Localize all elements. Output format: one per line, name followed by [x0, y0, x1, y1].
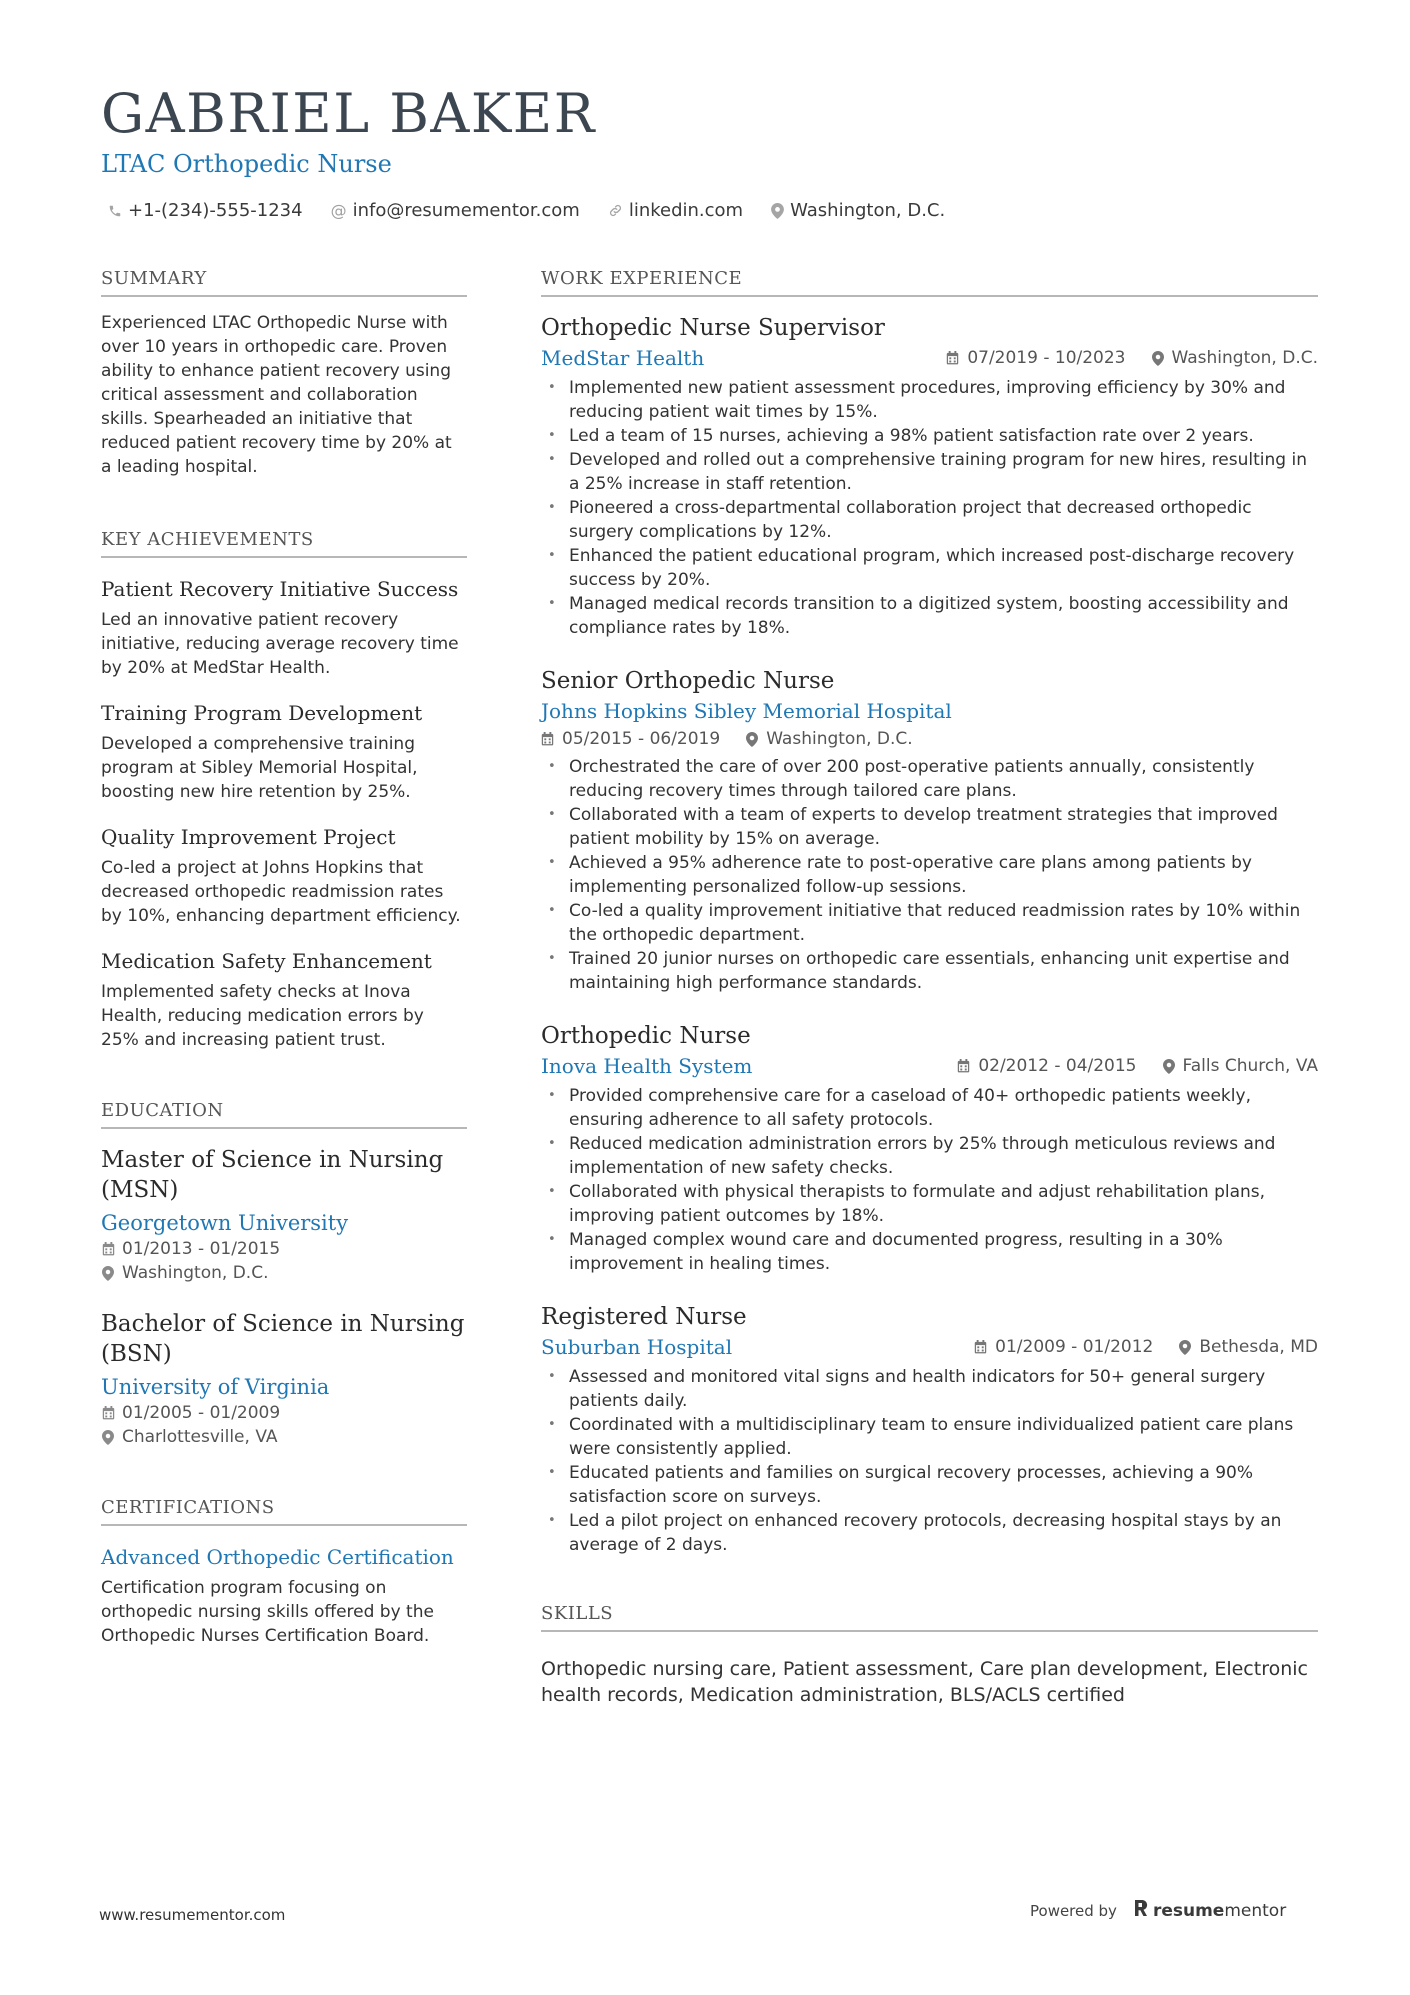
bullet-item: • Enhanced the patient educational program, which increased post-discharge recovery success by 20%. — [541, 544, 1318, 592]
location-text: Charlottesville, VA — [122, 1427, 278, 1447]
company-name: Johns Hopkins Sibley Memorial Hospital — [541, 699, 952, 723]
right-column — [541, 268, 1318, 1708]
brand-logo[interactable] — [1133, 1898, 1286, 1923]
phone-icon — [108, 204, 122, 218]
job-info-row — [541, 346, 1318, 370]
certification-text: Certification program focusing on orthopedic nursing skills offered by the Orthopedic Nurses Certification Board. — [101, 1578, 434, 1646]
contact-linkedin[interactable] — [608, 200, 743, 221]
contact-bar — [108, 200, 945, 221]
education-item — [101, 1309, 467, 1447]
company-name: Suburban Hospital — [541, 1335, 733, 1359]
calendar-icon — [101, 1406, 115, 1420]
certification-name: Advanced Orthopedic Certification — [101, 1545, 454, 1569]
job-info-row — [541, 1054, 1318, 1078]
school-name: University of Virginia — [101, 1375, 330, 1399]
job-dates — [957, 1056, 1136, 1076]
job-bullets — [541, 1365, 1318, 1557]
map-pin-icon — [1152, 351, 1164, 366]
bullet-item: • Educated patients and families on surgical recovery processes, achieving a 90% satisfaction score on surveys. — [541, 1461, 1318, 1509]
degree-title: Master of Science in Nursing (MSN) — [101, 1147, 444, 1203]
calendar-icon — [957, 1059, 970, 1073]
footer-website[interactable]: www.resumementor.com — [99, 1906, 286, 1924]
education-heading: EDUCATION — [101, 1100, 467, 1129]
achievement-text: Led an innovative patient recovery initiative, reducing average recovery time by 20% at MedStar Health. — [101, 610, 459, 678]
dates-text: 01/2009 - 01/2012 — [995, 1337, 1154, 1357]
job-bullets — [541, 1084, 1318, 1276]
job-entry — [541, 666, 1318, 995]
bullet-item: • Coordinated with a multidisciplinary team to ensure individualized patient care plans were consistently applied. — [541, 1413, 1318, 1461]
job-location — [1152, 348, 1318, 368]
dates-text: 05/2015 - 06/2019 — [562, 729, 721, 749]
contact-phone[interactable] — [108, 200, 303, 221]
location-text: Bethesda, MD — [1199, 1337, 1318, 1357]
bullet-item: • Developed and rolled out a comprehensive training program for new hires, resulting in a 25% increase in staff retention. — [541, 448, 1318, 496]
bullet-item: • Pioneered a cross-departmental collaboration project that decreased orthopedic surgery complications by 12%. — [541, 496, 1318, 544]
achievement-text: Developed a comprehensive training program at Sibley Memorial Hospital, boosting new hire retention by 25%. — [101, 734, 418, 802]
bullet-item: • Provided comprehensive care for a caseload of 40+ orthopedic patients weekly, ensuring adherence to all safety protocols. — [541, 1084, 1318, 1132]
bullet-item: • Collaborated with a team of experts to develop treatment strategies that improved patient mobility by 15% on average. — [541, 803, 1318, 851]
dates-text: 02/2012 - 04/2015 — [978, 1056, 1137, 1076]
job-title: Orthopedic Nurse — [541, 1023, 751, 1049]
skills-section — [541, 1603, 1318, 1708]
education-location — [101, 1263, 467, 1283]
bullet-item: • Led a team of 15 nurses, achieving a 98% patient satisfaction rate over 2 years. — [541, 424, 1318, 448]
bullet-item: • Implemented new patient assessment procedures, improving efficiency by 30% and reducing patient wait times by 15%. — [541, 376, 1318, 424]
link-icon — [608, 203, 623, 218]
job-entry — [541, 1302, 1318, 1557]
map-pin-icon — [1163, 1059, 1175, 1074]
location-text: Falls Church, VA — [1182, 1056, 1318, 1076]
dates-text: 07/2019 - 10/2023 — [967, 348, 1126, 368]
job-dates — [974, 1337, 1153, 1357]
degree-title: Bachelor of Science in Nursing (BSN) — [101, 1311, 465, 1367]
achievements-heading: KEY ACHIEVEMENTS — [101, 529, 467, 558]
job-entry — [541, 1021, 1318, 1276]
brand-name-bold: resume — [1152, 1900, 1225, 1921]
linkedin-text: linkedin.com — [628, 200, 744, 221]
education-dates — [101, 1403, 467, 1423]
map-pin-icon — [101, 1430, 115, 1445]
achievement-title: Training Program Development — [101, 701, 423, 725]
bullet-item: • Trained 20 junior nurses on orthopedic care essentials, enhancing unit expertise and maintaining high performance standards. — [541, 947, 1318, 995]
phone-text: +1-(234)-555-1234 — [128, 200, 303, 221]
job-bullets — [541, 376, 1318, 640]
education-location — [101, 1427, 467, 1447]
experience-heading: WORK EXPERIENCE — [541, 268, 1318, 297]
job-meta — [957, 1056, 1318, 1076]
map-pin-icon — [771, 203, 784, 219]
bullet-item: • Achieved a 95% adherence rate to post-operative care plans among patients by implementing personalized follow-up sessions. — [541, 851, 1318, 899]
calendar-icon — [946, 351, 959, 365]
at-icon: @ — [330, 201, 347, 220]
map-pin-icon — [101, 1266, 115, 1281]
bullet-item: • Managed complex wound care and documented progress, resulting in a 30% improvement in healing times. — [541, 1228, 1318, 1276]
achievement-title: Medication Safety Enhancement — [101, 949, 432, 973]
education-dates — [101, 1239, 467, 1259]
achievement-title: Quality Improvement Project — [101, 825, 396, 849]
dates-text: 01/2005 - 01/2009 — [122, 1403, 281, 1423]
candidate-headline: LTAC Orthopedic Nurse — [101, 150, 392, 178]
company-name: MedStar Health — [541, 346, 705, 370]
job-location — [1179, 1337, 1318, 1357]
achievement-item — [101, 948, 467, 1052]
job-bullets — [541, 755, 1318, 995]
bullet-item: • Orchestrated the care of over 200 post-operative patients annually, consistently reducing recovery times through tailored care plans. — [541, 755, 1318, 803]
bullet-item: • Co-led a quality improvement initiative that reduced readmission rates by 10% within the orthopedic department. — [541, 899, 1318, 947]
certification-item — [101, 1544, 467, 1648]
job-location — [746, 729, 912, 749]
job-dates — [541, 729, 720, 749]
left-column — [101, 268, 467, 1648]
dates-text: 01/2013 - 01/2015 — [122, 1239, 281, 1259]
map-pin-icon — [1179, 1340, 1191, 1355]
skills-heading: SKILLS — [541, 1603, 1318, 1632]
job-meta — [974, 1337, 1318, 1357]
job-meta — [946, 348, 1318, 368]
summary-section — [101, 268, 467, 479]
bullet-item: • Managed medical records transition to a digitized system, boosting accessibility and compliance rates by 18%. — [541, 592, 1318, 640]
certifications-section — [101, 1497, 467, 1648]
bullet-item: • Reduced medication administration errors by 25% through meticulous reviews and implementation of new safety checks. — [541, 1132, 1318, 1180]
education-item — [101, 1145, 467, 1283]
job-meta — [541, 729, 1318, 749]
achievement-item — [101, 824, 467, 928]
achievement-text: Implemented safety checks at Inova Health, reducing medication errors by 25% and increasing patient trust. — [101, 982, 424, 1050]
contact-location — [771, 200, 945, 221]
achievement-title: Patient Recovery Initiative Success — [101, 577, 459, 601]
summary-heading: SUMMARY — [101, 268, 467, 297]
job-dates — [946, 348, 1125, 368]
calendar-icon — [541, 732, 554, 746]
bullet-item: • Collaborated with physical therapists to formulate and adjust rehabilitation plans, improving patient outcomes by 18%. — [541, 1180, 1318, 1228]
resumementor-logo-icon — [1133, 1898, 1149, 1923]
company-name: Inova Health System — [541, 1054, 753, 1078]
calendar-icon — [974, 1340, 987, 1354]
bullet-item: • Assessed and monitored vital signs and health indicators for 50+ general surgery patients daily. — [541, 1365, 1318, 1413]
calendar-icon — [101, 1242, 115, 1256]
contact-email[interactable] — [331, 200, 580, 221]
achievement-text: Co-led a project at Johns Hopkins that decreased orthopedic readmission rates by 10%, enhancing department efficiency. — [101, 858, 461, 926]
job-title: Orthopedic Nurse Supervisor — [541, 315, 885, 341]
map-pin-icon — [746, 732, 758, 747]
certifications-heading: CERTIFICATIONS — [101, 1497, 467, 1526]
powered-by-text: Powered by — [1030, 1901, 1117, 1920]
achievement-item — [101, 576, 467, 680]
skills-text: Orthopedic nursing care, Patient assessment, Care plan development, Electronic health records, Medication administration, BLS/ACLS certified — [541, 1658, 1308, 1706]
job-info-row — [541, 1335, 1318, 1359]
achievements-section — [101, 529, 467, 1052]
location-text: Washington, D.C. — [766, 729, 913, 749]
candidate-name: GABRIEL BAKER — [101, 82, 596, 145]
achievement-item — [101, 700, 467, 804]
location-text: Washington, D.C. — [1171, 348, 1318, 368]
footer-brand — [1030, 1898, 1286, 1923]
location-text: Washington, D.C. — [122, 1263, 269, 1283]
location-text: Washington, D.C. — [790, 200, 946, 221]
job-info-row — [541, 699, 1318, 723]
job-entry — [541, 313, 1318, 640]
brand-name-light: mentor — [1224, 1900, 1287, 1921]
bullet-item: • Led a pilot project on enhanced recovery protocols, decreasing hospital stays by an average of 2 days. — [541, 1509, 1318, 1557]
school-name: Georgetown University — [101, 1211, 349, 1235]
job-title: Senior Orthopedic Nurse — [541, 668, 835, 694]
job-location — [1163, 1056, 1318, 1076]
experience-section — [541, 268, 1318, 1557]
email-text: info@resumementor.com — [352, 200, 580, 221]
summary-text: Experienced LTAC Orthopedic Nurse with over 10 years in orthopedic care. Proven ability to enhance patient recovery using critical assessment and collaboration skills. Spearheaded an initiative that reduced patient recovery time by 20% at a leading hospital. — [101, 313, 452, 477]
education-section — [101, 1100, 467, 1447]
job-title: Registered Nurse — [541, 1304, 747, 1330]
